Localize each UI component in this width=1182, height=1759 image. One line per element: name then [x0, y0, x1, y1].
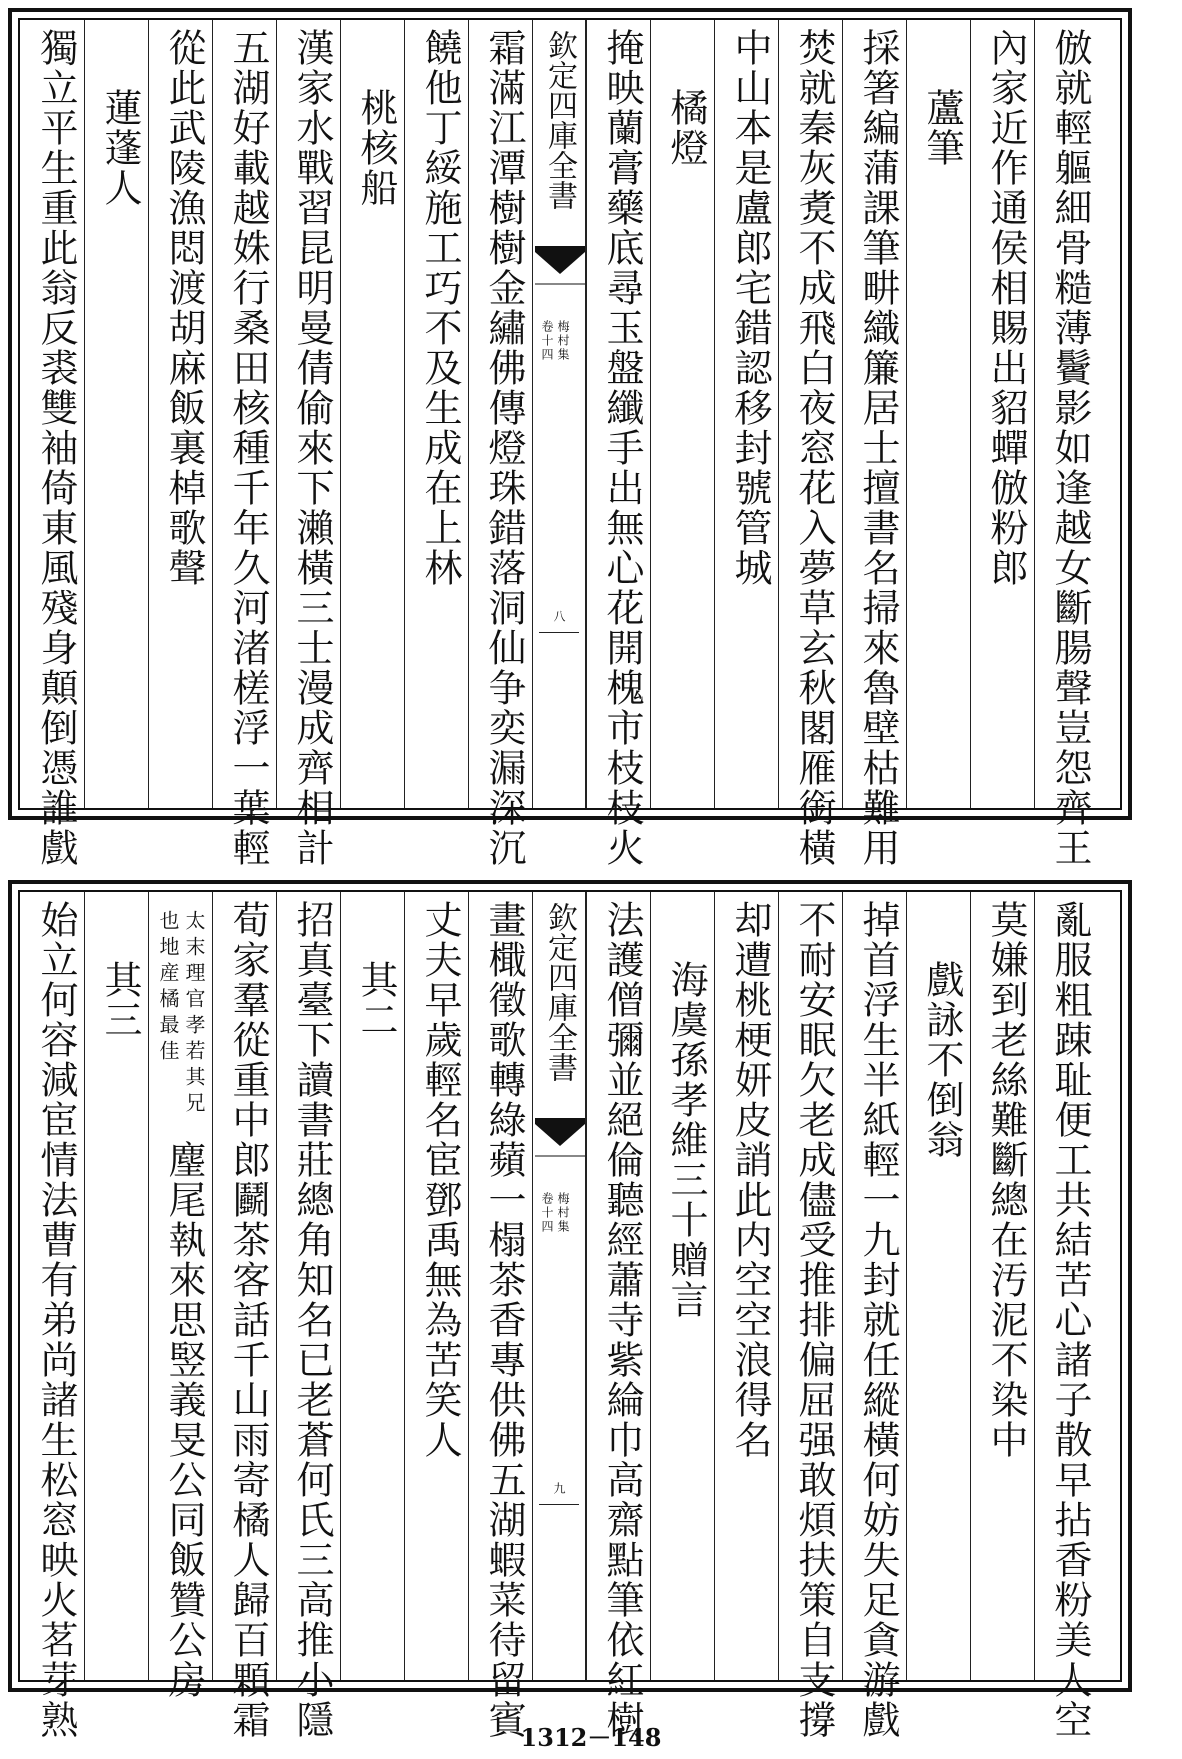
column: [650, 20, 722, 808]
center-spine: [532, 892, 586, 1680]
column: [468, 20, 540, 868]
column: [212, 892, 284, 1740]
column: [586, 892, 658, 1740]
column-text: 不耐安眠欠老成儘受推排偏屈强敢煩扶策自支撐: [792, 900, 836, 1740]
column: [148, 20, 220, 808]
column: [340, 892, 412, 1680]
column: [404, 892, 476, 1680]
column-text: 荀家羣從重中郎鬬茶客話千山雨寄橘人歸百顆霜: [226, 900, 270, 1740]
top-page-frame: [18, 18, 1122, 868]
column-text: 內家近作通侯相賜出貂蟬倣粉郎: [984, 28, 1028, 588]
small-note: 太末理官孝若其兄也地産橘最佳: [156, 910, 206, 1118]
column: [906, 20, 978, 808]
book-title: 欽定四庫全書: [542, 30, 577, 210]
column: [468, 892, 540, 1740]
column-text: 中山本是盧郎宅錯認移封號管城: [728, 28, 772, 588]
column: [340, 20, 412, 808]
collection-label: 梅村集: [556, 320, 570, 362]
column: [404, 20, 476, 808]
column-text: 掩映蘭膏藥底尋玉盤纖手出無心花開槐市枝枝火: [600, 28, 644, 868]
column-text: 桃核船: [354, 88, 398, 208]
column: [276, 20, 348, 868]
column-text: 掉首浮生半紙輕一九封就任縱橫何妨失足貪游戲: [856, 900, 900, 1740]
column: [650, 892, 722, 1680]
column: [20, 20, 92, 868]
column: [778, 892, 850, 1740]
center-spine: [532, 20, 586, 808]
column: [842, 892, 914, 1740]
column-text: 焚就秦灰煑不成飛白夜窓花入夢草玄秋閣雁銜橫: [792, 28, 836, 868]
column: [714, 892, 786, 1680]
column: [148, 892, 220, 1700]
column: [1034, 20, 1106, 868]
column: [212, 20, 284, 868]
collection-label: 梅村集: [556, 1192, 570, 1234]
column-text: 獨立平生重此翁反裘雙袖倚東風殘身顛倒憑誰戲: [34, 28, 78, 868]
top-page: [8, 8, 1132, 868]
column: [20, 892, 92, 1740]
spine-rule: [539, 632, 579, 633]
column: [1034, 892, 1106, 1740]
column-text: 却遭桃梗妍皮誚此内空空浪得名: [728, 900, 772, 1460]
column-text: 五湖好載越姝行桑田核種千年久河渚槎浮一葉輕: [226, 28, 270, 868]
column-text: 採箸編蒲課筆畊織簾居士擅書名掃來魯壁枯難用: [856, 28, 900, 868]
book-title: 欽定四庫全書: [542, 902, 577, 1082]
column: [970, 20, 1042, 808]
column-text: 丈夫早歲輕名宦鄧禹無為苦笑人: [418, 900, 462, 1460]
column-text: 海虞孫孝維三十贈言: [664, 960, 708, 1320]
column: [586, 20, 658, 868]
column-text: 蘆筆: [920, 88, 964, 168]
spine-rule: [539, 1504, 579, 1505]
column: [970, 892, 1042, 1680]
column: [276, 892, 348, 1740]
column-text: 法護僧彌並絕倫聽經蕭寺紫綸巾高齋點筆依紅樹: [600, 900, 644, 1740]
column-text: 饒他丁綏施工巧不及生成在上林: [418, 28, 462, 588]
page-number: 九: [552, 1482, 566, 1494]
column-text: 其二: [354, 960, 398, 1040]
fish-tail-mark: [533, 244, 587, 304]
column-text: 其三: [98, 960, 142, 1040]
column-text: 始立何容減宦情法曹有弟尚諸生松窓映火茗芽熟: [34, 900, 78, 1740]
column-text: 倣就輕軀細骨糙薄鬢影如逢越女斷腸聲豈怨齊王: [1048, 28, 1092, 868]
column-text: 戲詠不倒翁: [920, 960, 964, 1160]
column-text: 霜滿江潭樹樹金繡佛傳燈珠錯落洞仙争奕漏深沉: [482, 28, 526, 868]
column: [84, 20, 156, 808]
column: [714, 20, 786, 808]
column: [906, 892, 978, 1680]
column-text: 漢家水戰習昆明曼倩偷來下瀨橫三士漫成齊相計: [290, 28, 334, 868]
page-number: 八: [552, 610, 566, 622]
column: [84, 892, 156, 1680]
column-text: 麈尾執來思竪義旻公同飯贊公房: [162, 1140, 206, 1700]
column: [842, 20, 914, 868]
column: [778, 20, 850, 868]
volume-label: 卷十四: [540, 320, 554, 362]
column-text: 蓮蓬人: [98, 88, 142, 208]
column-text: 橘燈: [664, 88, 708, 168]
column-text: 畫檝徵歌轉綠蘋一榻茶香專供佛五湖蝦菜待留賓: [482, 900, 526, 1740]
footer-page-code: 1312－148: [520, 1723, 662, 1752]
column-text: 從此武陵漁悶渡胡麻飯裏棹歌聲: [162, 28, 206, 588]
column-text: 招真臺下讀書莊總角知名已老蒼何氏三高推小隱: [290, 900, 334, 1740]
column-text: 亂服粗踈耻便工共結苦心諸子散早拈香粉美人空: [1048, 900, 1092, 1740]
fish-tail-mark: [533, 1116, 587, 1176]
column-text: 莫嫌到老絲難斷總在汚泥不染中: [984, 900, 1028, 1460]
volume-label: 卷十四: [540, 1192, 554, 1234]
